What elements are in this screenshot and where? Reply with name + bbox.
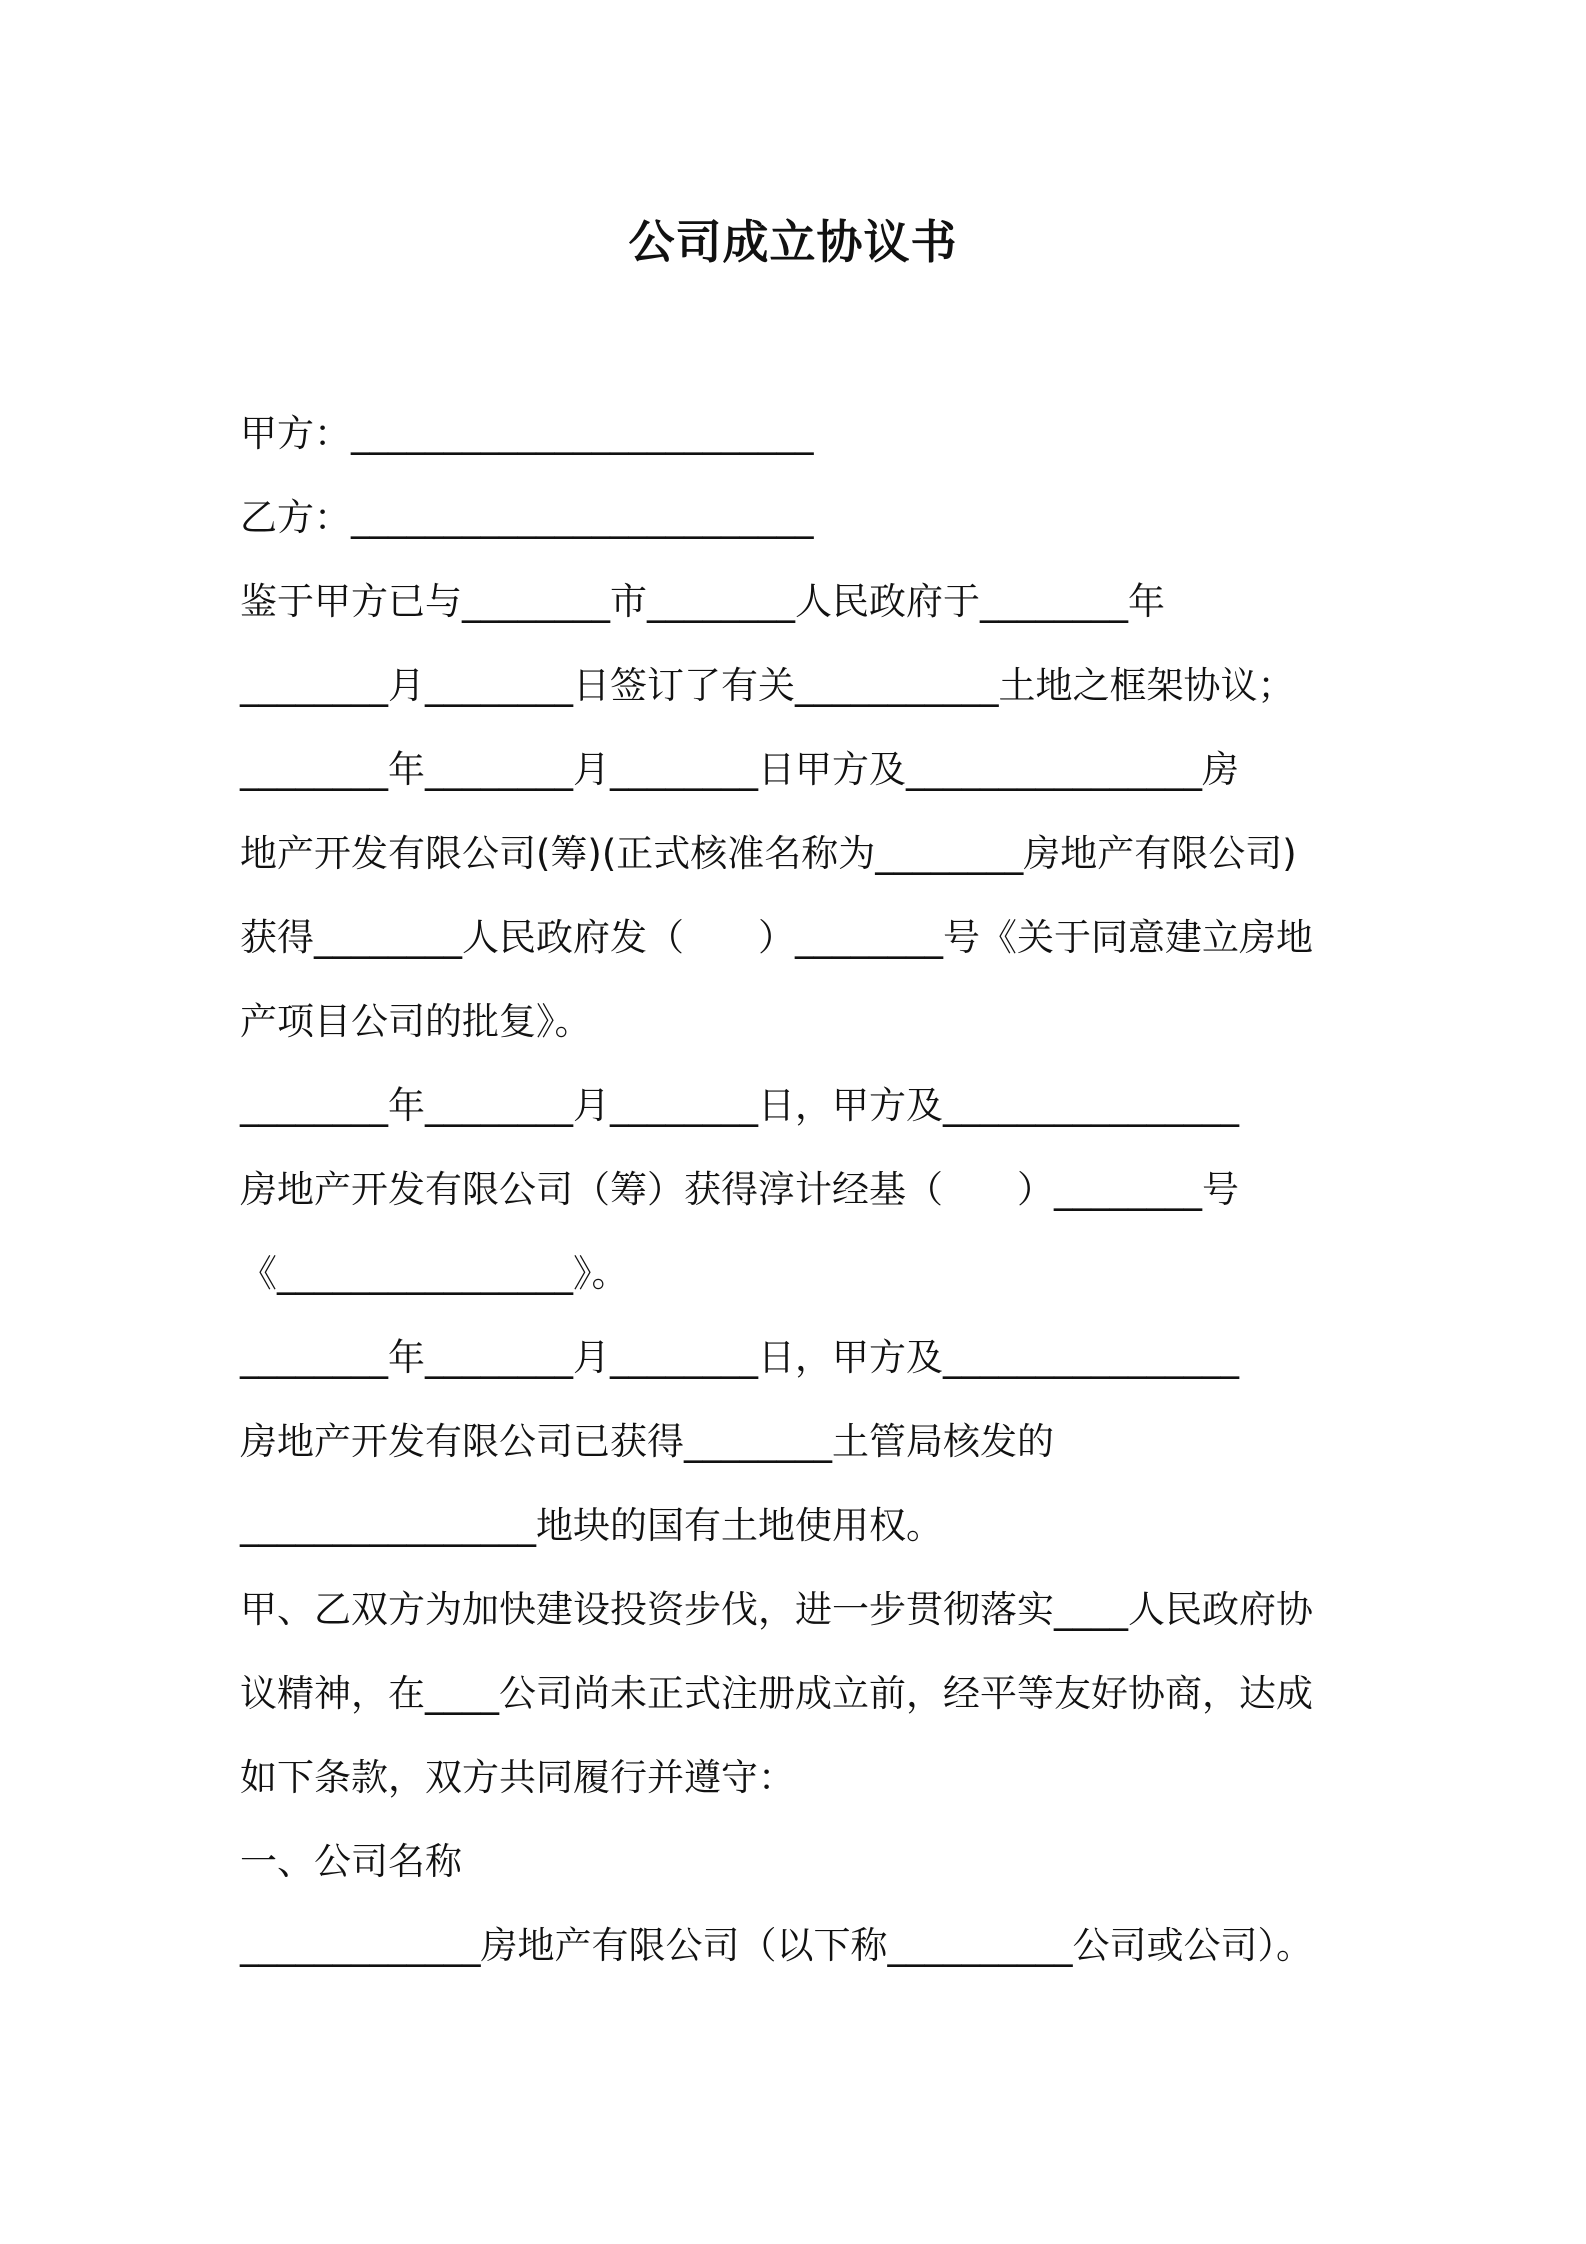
recital-line-2: ________月________日签订了有关___________土地之框架协议； bbox=[240, 664, 1295, 707]
recital-line-3: ________年________月________日甲方及________________房 bbox=[240, 748, 1239, 791]
agreement-intro-1: 甲、乙双方为加快建设投资步伐，进一步贯彻落实____人民政府协 bbox=[240, 1588, 1313, 1631]
agreement-intro-2: 议精神，在____公司尚未正式注册成立前，经平等友好协商，达成 bbox=[240, 1672, 1313, 1715]
party-a-line: 甲方：_________________________ bbox=[240, 412, 814, 455]
recital-line-5: 获得________人民政府发（ ）________号《关于同意建立房地 bbox=[240, 916, 1313, 959]
section-heading-company-name: 一、公司名称 bbox=[240, 1840, 462, 1883]
recital-line-11: 房地产开发有限公司已获得________土管局核发的 bbox=[240, 1420, 1054, 1463]
recital-line-9: 《________________》。 bbox=[240, 1252, 629, 1295]
recital-line-4: 地产开发有限公司(筹)(正式核准名称为________房地产有限公司) bbox=[240, 832, 1297, 875]
document-title: 公司成立协议书 bbox=[628, 215, 958, 269]
company-name-clause: _____________房地产有限公司（以下称__________公司或公司）。 bbox=[240, 1924, 1313, 1967]
recital-line-7: ________年________月________日，甲方及________________ bbox=[240, 1084, 1239, 1127]
recital-line-6: 产项目公司的批复》。 bbox=[240, 1000, 592, 1043]
recital-line-12: ________________地块的国有土地使用权。 bbox=[240, 1504, 943, 1547]
recital-line-8: 房地产开发有限公司（筹）获得淳计经基（ ）________号 bbox=[240, 1168, 1239, 1211]
recital-line-1: 鉴于甲方已与________市________人民政府于________年 bbox=[240, 580, 1165, 623]
recital-line-10: ________年________月________日，甲方及________________ bbox=[240, 1336, 1239, 1379]
party-b-line: 乙方：_________________________ bbox=[240, 496, 814, 539]
agreement-intro-3: 如下条款，双方共同履行并遵守： bbox=[240, 1756, 795, 1799]
